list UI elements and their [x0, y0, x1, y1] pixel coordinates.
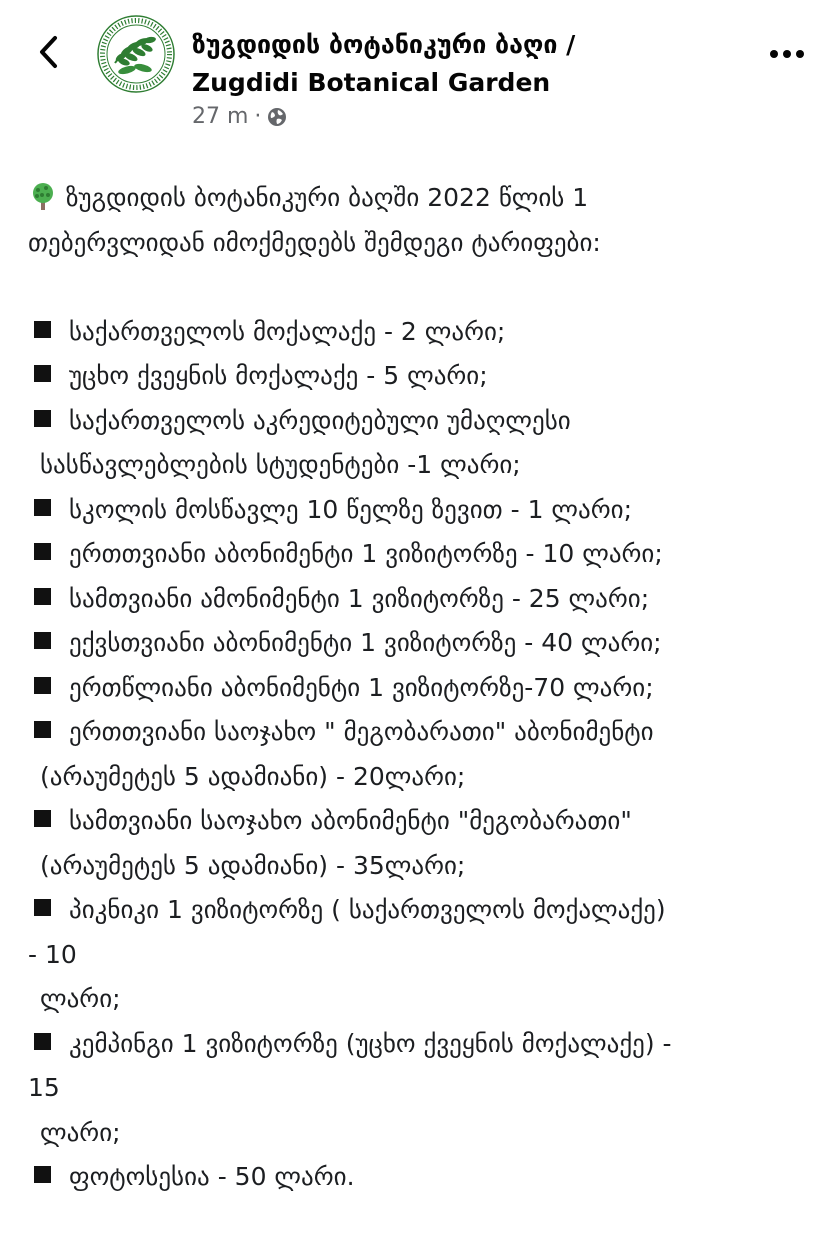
- blank-line: [28, 265, 800, 310]
- post-time[interactable]: 27 m: [192, 104, 249, 129]
- tariff-item: [28, 354, 800, 399]
- square-bullet-icon: [34, 1166, 51, 1183]
- tariff-item: [28, 577, 800, 622]
- square-bullet-icon: [34, 543, 51, 560]
- tariff-text: უცხო ქვეყნის მოქალაქე - 5 ლარი;: [69, 361, 488, 390]
- tariff-item: [28, 799, 800, 888]
- tariff-text: საქართველოს აკრედიტებული უმაღლესი: [69, 405, 571, 435]
- tariff-text: ერთწლიანი აბონიმენტი 1 ვიზიტორზე-70 ლარი;: [69, 672, 654, 702]
- page-name[interactable]: [192, 26, 752, 102]
- tariff-text-continued: 15: [28, 1073, 60, 1102]
- meta-separator: ·: [254, 104, 262, 129]
- tariff-text: პიკნიკი 1 ვიზიტორზე ( საქართველოს მოქალაქე): [69, 895, 666, 924]
- post-meta: [192, 104, 287, 129]
- tree-icon: [28, 181, 58, 211]
- tariff-text-continued: ლარი;: [40, 984, 121, 1013]
- tariff-text: ექვსთვიანი აბონიმენტი 1 ვიზიტორზე - 40 ლარი;: [69, 628, 662, 657]
- tariff-text: ფოტოსესია - 50 ლარი.: [69, 1162, 355, 1191]
- tariff-text-continued: (არაუმეტეს 5 ადამიანი) - 20ლარი;: [40, 761, 466, 791]
- tariff-text: სამთვიანი ამონიმენტი 1 ვიზიტორზე - 25 ლარი;: [69, 583, 650, 613]
- square-bullet-icon: [34, 721, 51, 738]
- post-body: [28, 176, 800, 1200]
- back-button[interactable]: [28, 32, 68, 72]
- square-bullet-icon: [34, 321, 51, 338]
- more-dots-icon: [769, 49, 805, 59]
- tariff-item: [28, 621, 800, 666]
- square-bullet-icon: [34, 632, 51, 649]
- tariff-text-continued: - 10: [28, 939, 77, 969]
- square-bullet-icon: [34, 365, 51, 382]
- tariff-item: [28, 532, 800, 577]
- intro-line-1: ზუგდიდის ბოტანიკური ბაღში 2022 წლის 1: [28, 176, 800, 221]
- intro-line-2: თებერვლიდან იმოქმედებს შემდეგი ტარიფები:: [28, 227, 601, 257]
- tariff-item: [28, 666, 800, 711]
- tariff-text: სამთვიანი საოჯახო აბონიმენტი "მეგობარათი": [69, 806, 632, 835]
- square-bullet-icon: [34, 677, 51, 694]
- square-bullet-icon: [34, 899, 51, 916]
- tariff-text: სკოლის მოსწავლე 10 წელზე ზევით - 1 ლარი;: [69, 494, 632, 524]
- square-bullet-icon: [34, 588, 51, 605]
- post-header: [0, 0, 828, 150]
- page-name-english: Zugdidi Botanical Garden: [192, 68, 551, 97]
- page-avatar[interactable]: [97, 15, 175, 93]
- more-options-button[interactable]: [762, 34, 812, 74]
- tariff-text: კემპინგი 1 ვიზიტორზე (უცხო ქვეყნის მოქალაქე) -: [69, 1028, 672, 1058]
- square-bullet-icon: [34, 410, 51, 427]
- tariff-item: [28, 1022, 800, 1156]
- tariff-text-continued: (არაუმეტეს 5 ადამიანი) - 35ლარი;: [40, 850, 466, 880]
- tariff-item: [28, 888, 800, 1022]
- botanical-garden-logo: [97, 15, 175, 93]
- square-bullet-icon: [34, 499, 51, 516]
- tariff-text-continued: ლარი;: [40, 1117, 121, 1147]
- tariff-item: [28, 310, 800, 355]
- globe-icon: [267, 107, 287, 127]
- tariff-item: [28, 399, 800, 488]
- tariff-item: [28, 1155, 800, 1200]
- tariff-text-continued: სასწავლებლების სტუდენტები -1 ლარი;: [40, 450, 521, 479]
- tariff-text: საქართველოს მოქალაქე - 2 ლარი;: [69, 316, 506, 346]
- page-name-georgian: ზუგდიდის ბოტანიკური ბაღი /: [192, 30, 576, 59]
- tariff-text: ერთთვიანი საოჯახო " მეგობარათი" აბონიმენტი: [69, 717, 654, 746]
- tariff-text: ერთთვიანი აბონიმენტი 1 ვიზიტორზე - 10 ლარი;: [69, 539, 663, 568]
- tariff-item: [28, 710, 800, 799]
- tariff-item: [28, 488, 800, 533]
- tariff-list: [28, 310, 800, 1200]
- square-bullet-icon: [34, 1033, 51, 1050]
- square-bullet-icon: [34, 810, 51, 827]
- chevron-left-icon: [37, 35, 59, 69]
